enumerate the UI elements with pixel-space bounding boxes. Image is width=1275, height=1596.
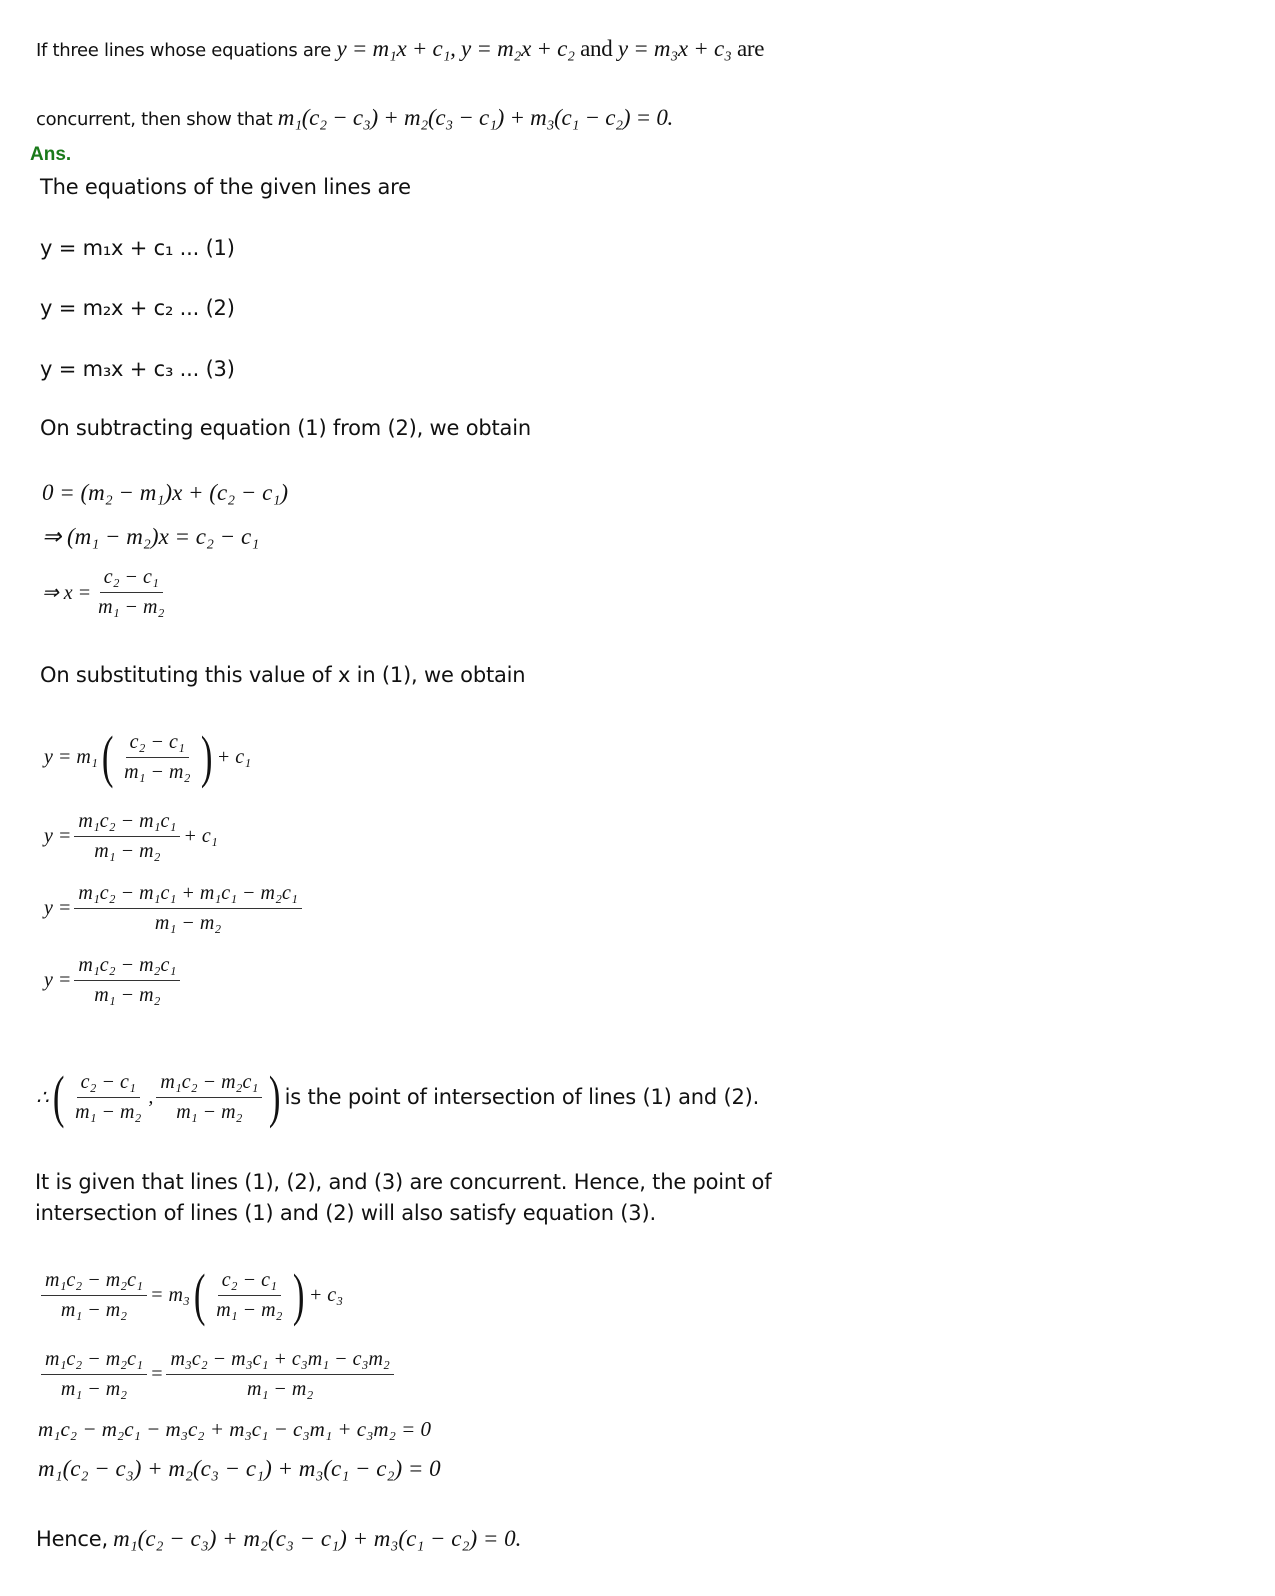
question-math: y = m₁x + c₁, y = m₂x + c₂ xyxy=(336,36,575,61)
question-are: are xyxy=(736,36,765,61)
numerator: m₁c₂ − m₁c₁ xyxy=(74,810,180,837)
denominator: m₁ − m₂ xyxy=(94,984,161,1006)
hence-label: Hence, xyxy=(36,1527,108,1551)
intro-text: The equations of the given lines are xyxy=(40,175,411,199)
question-text: concurrent, then show that xyxy=(36,109,273,130)
answer-label: Ans. xyxy=(30,144,72,165)
y-rhs: + c₁ xyxy=(183,825,218,847)
step-1: 0 = (m₂ − m₁)x + (c₂ − c₁) xyxy=(42,480,289,505)
fraction-x xyxy=(94,566,168,619)
equation-2: y = m₂x + c₂ ... (2) xyxy=(40,296,235,320)
step-3-lhs: ⇒ x = xyxy=(42,582,92,604)
numerator: m₁c₂ − m₁c₁ + m₁c₁ − m₂c₁ xyxy=(74,882,301,909)
therefore-symbol: ∴ xyxy=(36,1086,49,1109)
point-coordinates: ( $\frac{\text{c₂ − c₁}}{\text{m₁ − m₂}}$ , $\frac{\text{m₁c₂ − m₂c₁}}{\text{m₁ − m₂}}$ ) xyxy=(52,1064,281,1129)
denominator: m₁ − m₂ xyxy=(124,760,191,783)
fraction xyxy=(41,1269,147,1322)
subtract-text: On subtracting equation (1) from (2), we obtain xyxy=(40,416,531,440)
y-step-4 xyxy=(44,954,183,1007)
y-step-1 xyxy=(44,724,252,789)
denominator: m₁ − m₂ xyxy=(60,1378,128,1400)
final-step-3: m₁c₂ − m₂c₁ − m₃c₂ + m₃c₁ − c₃m₁ + c₃m₂ = 0 xyxy=(38,1417,432,1441)
numerator: m₁c₂ − m₂c₁ xyxy=(41,1348,147,1375)
given-text-2: intersection of lines (1) and (2) will also satisfy equation (3). xyxy=(35,1201,656,1225)
parenthesized-fraction: ( $\frac{\text{c₂ − c₁}}{\text{m₁ − m₂}}$ ) xyxy=(193,1262,305,1327)
question-and: and xyxy=(580,36,613,61)
denominator: m₁ − m₂ xyxy=(154,912,222,934)
fraction xyxy=(74,882,301,935)
fraction xyxy=(74,954,180,1007)
parenthesized-fraction: ( $\frac{\text{c₂ − c₁}}{\text{m₁ − m₂}}$ ) xyxy=(101,724,213,789)
plus-c3: + c₃ xyxy=(308,1283,344,1306)
step-3 xyxy=(42,566,171,619)
final-step-4: m₁(c₂ − c₃) + m₂(c₃ − c₁) + m₃(c₁ − c₂) = 0 xyxy=(38,1456,441,1481)
numerator: c₂ − c₁ xyxy=(100,566,163,593)
substitute-text: On substituting this value of x in (1), we obtain xyxy=(40,663,526,687)
question-math: m₁(c₂ − c₃) + m₂(c₃ − c₁) + m₃(c₁ − c₂) = 0. xyxy=(277,105,673,130)
denominator: m₁ − m₂ xyxy=(98,596,165,618)
y-lhs: y = xyxy=(44,897,72,919)
denominator: m₁ − m₂ xyxy=(75,1100,142,1123)
question-line-1 xyxy=(36,36,764,62)
question-line-2 xyxy=(36,105,673,131)
intersection-point xyxy=(36,1064,760,1129)
conclusion xyxy=(36,1526,521,1552)
y-lhs: y = xyxy=(44,825,72,847)
given-text-1: It is given that lines (1), (2), and (3) are concurrent. Hence, the point of xyxy=(35,1170,772,1194)
equals-m3: = m₃ xyxy=(149,1283,190,1306)
fraction xyxy=(74,810,180,863)
fraction xyxy=(41,1348,147,1401)
numerator: m₃c₂ − m₃c₁ + c₃m₁ − c₃m₂ xyxy=(166,1348,393,1375)
denominator: m₁ − m₂ xyxy=(247,1378,314,1400)
numerator: m₁c₂ − m₂c₁ xyxy=(41,1269,147,1296)
denominator: m₁ − m₂ xyxy=(176,1100,243,1123)
question-math: y = m₃x + c₃ xyxy=(617,36,732,61)
point-text: is the point of intersection of lines (1) and (2). xyxy=(284,1085,760,1109)
numerator: m₁c₂ − m₂c₁ xyxy=(156,1071,262,1098)
numerator: c₂ − c₁ xyxy=(218,1269,281,1296)
denominator: m₁ − m₂ xyxy=(94,840,161,862)
numerator: c₂ − c₁ xyxy=(77,1071,140,1098)
final-step-2 xyxy=(38,1348,397,1401)
final-step-1 xyxy=(38,1262,344,1327)
y1-lhs: y = m₁ xyxy=(44,745,98,768)
denominator: m₁ − m₂ xyxy=(216,1298,283,1321)
numerator: m₁c₂ − m₂c₁ xyxy=(74,954,180,981)
equation-3: y = m₃x + c₃ ... (3) xyxy=(40,357,235,381)
y1-rhs: + c₁ xyxy=(216,745,252,768)
denominator: m₁ − m₂ xyxy=(60,1298,128,1321)
y-lhs: y = xyxy=(44,969,72,991)
equation-1: y = m₁x + c₁ ... (1) xyxy=(40,236,235,260)
hence-math: m₁(c₂ − c₃) + m₂(c₃ − c₁) + m₃(c₁ − c₂) = 0. xyxy=(113,1526,522,1551)
fraction xyxy=(166,1348,393,1401)
y-step-3 xyxy=(44,882,305,935)
y-step-2 xyxy=(44,810,218,863)
equals-sign: = xyxy=(149,1363,164,1385)
numerator: c₂ − c₁ xyxy=(126,731,189,758)
step-2: ⇒ (m₁ − m₂)x = c₂ − c₁ xyxy=(42,524,260,549)
question-text: If three lines whose equations are xyxy=(36,40,332,61)
